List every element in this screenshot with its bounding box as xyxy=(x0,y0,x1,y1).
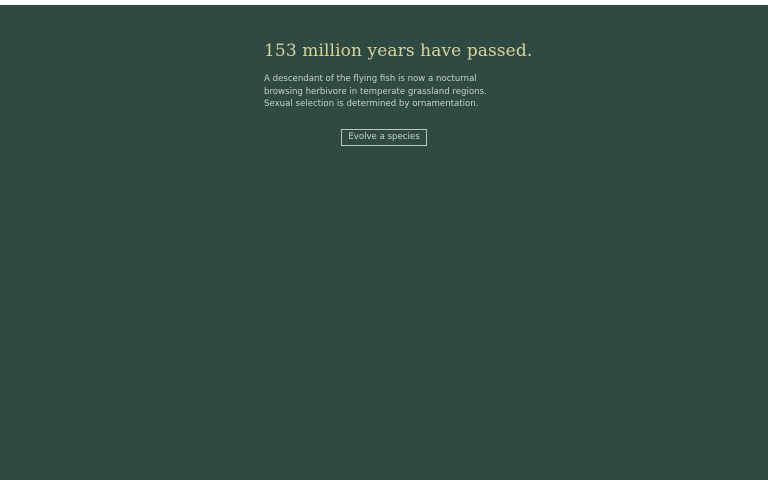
description-line: A descendant of the flying fish is now a nocturnal xyxy=(264,74,477,84)
story-panel xyxy=(264,40,533,142)
game-stage xyxy=(0,5,768,480)
description-line: Sexual selection is determined by ornamentation. xyxy=(264,99,479,110)
page-title: 153 million years have passed. xyxy=(264,41,533,61)
description-line: browsing herbivore in temperate grassland regions. xyxy=(264,86,487,97)
story-description xyxy=(264,73,524,111)
evolve-species-button[interactable]: Evolve a species xyxy=(341,129,427,146)
